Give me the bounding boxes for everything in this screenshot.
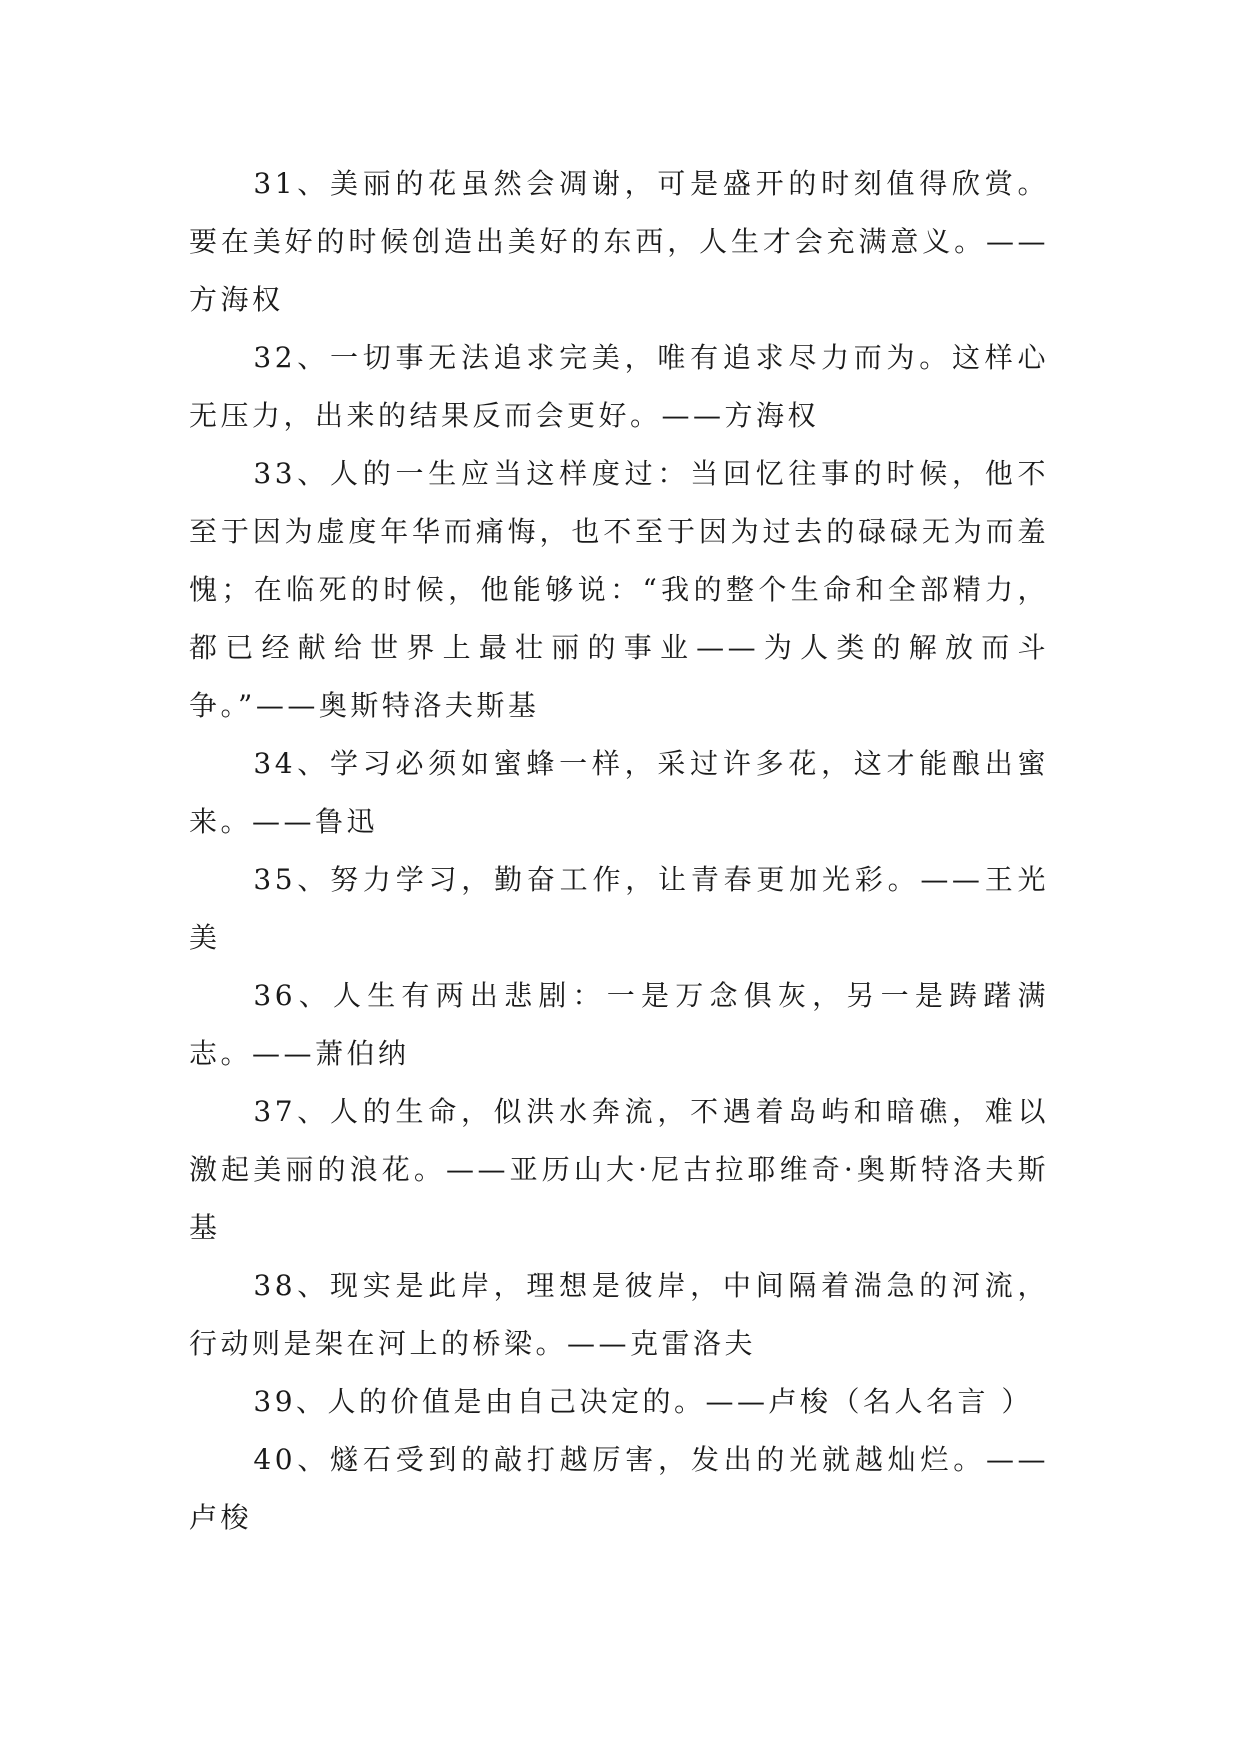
quote-31: 31、美丽的花虽然会凋谢，可是盛开的时刻值得欣赏。要在美好的时候创造出美好的东西，人生才会充满意义。——方海权	[189, 167, 1049, 316]
quote-40: 40、燧石受到的敲打越厉害，发出的光就越灿烂。——卢梭	[189, 1443, 1049, 1534]
quote-38: 38、现实是此岸，理想是彼岸，中间隔着湍急的河流，行动则是架在河上的桥梁。——克雷洛夫	[189, 1269, 1049, 1360]
quote-33: 33、人的一生应当这样度过：当回忆往事的时候，他不至于因为虚度年华而痛悔，也不至于因为过去的碌碌无为而羞愧；在临死的时候，他能够说：“我的整个生命和全部精力，都已经献给世界上最壮丽的事业——为人类的解放而斗争。”——奥斯特洛夫斯基	[189, 457, 1049, 722]
quote-34: 34、学习必须如蜜蜂一样，采过许多花，这才能酿出蜜来。——鲁迅	[189, 747, 1049, 838]
quote-32: 32、一切事无法追求完美，唯有追求尽力而为。这样心无压力，出来的结果反而会更好。——方海权	[189, 341, 1049, 432]
quote-35: 35、努力学习，勤奋工作，让青春更加光彩。——王光美	[189, 863, 1049, 954]
quote-37: 37、人的生命，似洪水奔流，不遇着岛屿和暗礁，难以激起美丽的浪花。——亚历山大·尼古拉耶维奇·奥斯特洛夫斯基	[189, 1095, 1049, 1244]
quote-list	[189, 155, 1049, 1547]
quote-36: 36、人生有两出悲剧：一是万念俱灰，另一是踌躇满志。——萧伯纳	[189, 979, 1049, 1070]
quote-39: 39、人的价值是由自己决定的。——卢梭（名人名言 ）	[253, 1385, 1033, 1418]
